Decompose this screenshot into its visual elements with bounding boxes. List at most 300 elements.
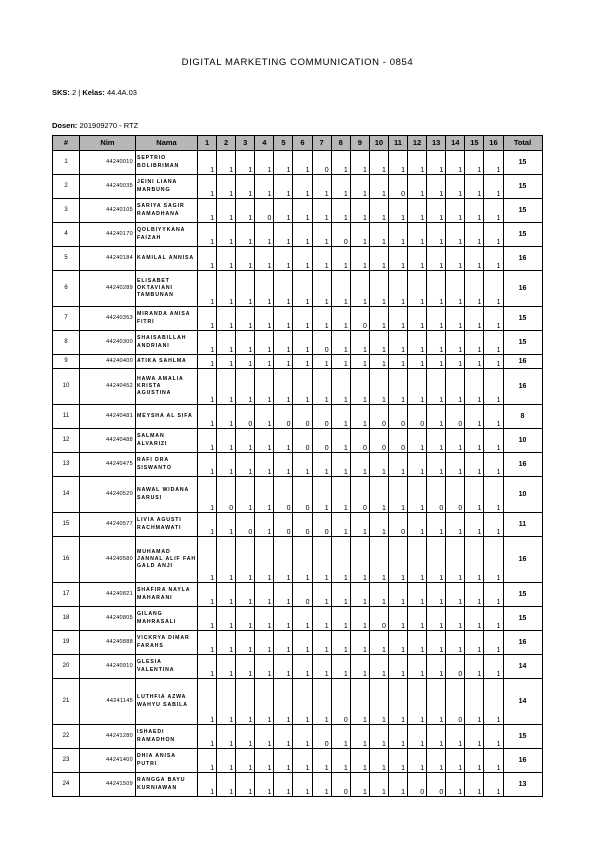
attendance-cell: 1 [465,583,484,607]
attendance-cell: 1 [236,773,255,797]
row-number: 12 [53,429,80,453]
attendance-cell: 1 [369,151,388,175]
attendance-cell: 1 [427,271,446,307]
attendance-cell: 1 [217,429,236,453]
attendance-cell: 1 [350,223,369,247]
attendance-cell: 1 [236,679,255,725]
attendance-cell: 1 [236,655,255,679]
attendance-cell: 0 [293,513,312,537]
attendance-cell: 1 [198,725,217,749]
attendance-cell: 1 [427,199,446,223]
page-title: DIGITAL MARKETING COMMUNICATION - 0854 [181,57,414,68]
attendance-cell: 1 [274,175,293,199]
attendance-cell: 1 [331,655,350,679]
attendance-cell: 1 [388,355,407,369]
attendance-cell: 1 [312,199,331,223]
attendance-cell: 1 [408,453,427,477]
attendance-cell: 1 [217,151,236,175]
table-row [53,271,543,307]
attendance-cell: 1 [388,679,407,725]
attendance-cell: 1 [236,369,255,405]
column-header: 9 [350,136,369,151]
attendance-cell: 1 [198,355,217,369]
attendance-cell: 0 [293,583,312,607]
attendance-cell: 1 [217,271,236,307]
attendance-cell: 1 [198,749,217,773]
attendance-cell: 1 [236,199,255,223]
attendance-cell: 1 [198,223,217,247]
table-row [53,247,543,271]
attendance-cell: 1 [427,223,446,247]
attendance-cell: 1 [236,247,255,271]
attendance-cell: 1 [427,247,446,271]
table-row [53,175,543,199]
attendance-cell: 1 [446,355,465,369]
attendance-cell: 1 [312,271,331,307]
nim-cell: 44240035 [80,175,136,199]
attendance-cell: 1 [369,513,388,537]
attendance-cell: 1 [369,331,388,355]
row-number: 18 [53,607,80,631]
attendance-cell: 1 [198,405,217,429]
attendance-cell: 1 [427,749,446,773]
attendance-cell: 1 [293,223,312,247]
attendance-cell: 1 [255,655,274,679]
name-cell: GLESIA VALENTINA [136,655,198,679]
attendance-cell: 0 [293,429,312,453]
attendance-cell: 1 [255,513,274,537]
table-row [53,151,543,175]
attendance-cell: 1 [255,453,274,477]
table-row [53,537,543,583]
attendance-cell: 1 [331,405,350,429]
attendance-cell: 1 [312,537,331,583]
name-cell: VICKRYA DIMAR FARAHS [136,631,198,655]
attendance-cell: 1 [484,583,503,607]
attendance-cell: 1 [255,537,274,583]
attendance-cell: 0 [388,513,407,537]
kelas-value: 44.4A.03 [106,88,137,97]
attendance-cell: 1 [446,271,465,307]
attendance-cell: 1 [484,271,503,307]
attendance-cell: 1 [274,271,293,307]
attendance-cell: 1 [312,247,331,271]
attendance-cell: 1 [369,583,388,607]
attendance-cell: 1 [255,247,274,271]
attendance-cell: 1 [236,307,255,331]
name-cell: GILANG MAHRASALI [136,607,198,631]
table-header-row [53,136,543,151]
attendance-cell: 1 [293,331,312,355]
attendance-cell: 1 [350,513,369,537]
attendance-cell: 0 [446,655,465,679]
total-cell: 16 [503,247,542,271]
attendance-cell: 1 [274,369,293,405]
attendance-cell: 1 [369,453,388,477]
attendance-cell: 0 [388,429,407,453]
attendance-cell: 1 [331,607,350,631]
total-cell: 16 [503,271,542,307]
attendance-cell: 1 [388,199,407,223]
attendance-cell: 0 [312,725,331,749]
column-header: 2 [217,136,236,151]
attendance-cell: 1 [312,307,331,331]
attendance-cell: 1 [408,199,427,223]
attendance-cell: 1 [293,175,312,199]
attendance-cell: 1 [198,583,217,607]
attendance-cell: 1 [198,271,217,307]
attendance-cell: 1 [408,247,427,271]
name-cell: LUTHFIA AZWA WAHYU SABILA [136,679,198,725]
attendance-cell: 1 [274,199,293,223]
attendance-cell: 1 [408,369,427,405]
attendance-cell: 1 [350,631,369,655]
attendance-cell: 1 [388,773,407,797]
attendance-cell: 1 [388,271,407,307]
attendance-cell: 1 [388,369,407,405]
attendance-cell: 1 [446,199,465,223]
name-cell: ISHAEDI RAMADHON [136,725,198,749]
attendance-cell: 1 [465,151,484,175]
row-number: 8 [53,331,80,355]
nim-cell: 44240300 [80,331,136,355]
attendance-cell: 1 [293,725,312,749]
attendance-cell: 1 [255,405,274,429]
row-number: 16 [53,537,80,583]
attendance-cell: 1 [408,607,427,631]
attendance-cell: 0 [350,477,369,513]
row-number: 6 [53,271,80,307]
attendance-cell: 1 [331,369,350,405]
row-number: 1 [53,151,80,175]
attendance-cell: 1 [312,655,331,679]
column-header: 8 [331,136,350,151]
attendance-cell: 1 [217,679,236,725]
attendance-cell: 1 [465,175,484,199]
attendance-cell: 1 [369,773,388,797]
attendance-cell: 1 [427,405,446,429]
row-number: 13 [53,453,80,477]
nim-cell: 44240353 [80,307,136,331]
attendance-cell: 1 [388,331,407,355]
attendance-cell: 1 [198,175,217,199]
attendance-cell: 1 [446,607,465,631]
column-header: 6 [293,136,312,151]
attendance-cell: 1 [408,583,427,607]
attendance-cell: 0 [312,405,331,429]
attendance-cell: 1 [465,331,484,355]
attendance-cell: 1 [350,355,369,369]
attendance-cell: 1 [369,271,388,307]
lecturer-info [52,121,138,130]
attendance-cell: 1 [331,175,350,199]
attendance-cell: 0 [388,175,407,199]
attendance-cell: 1 [427,725,446,749]
attendance-cell: 1 [331,513,350,537]
column-header: Total [503,136,542,151]
attendance-cell: 1 [350,247,369,271]
attendance-cell: 1 [350,453,369,477]
attendance-cell: 0 [331,773,350,797]
attendance-cell: 1 [198,331,217,355]
attendance-cell: 1 [446,369,465,405]
attendance-cell: 1 [446,247,465,271]
attendance-cell: 1 [427,453,446,477]
attendance-cell: 1 [408,331,427,355]
name-cell: RAFI DRA SISWANTO [136,453,198,477]
attendance-cell: 1 [388,655,407,679]
attendance-cell: 1 [217,331,236,355]
attendance-cell: 1 [217,175,236,199]
attendance-cell: 1 [274,331,293,355]
attendance-cell: 1 [369,247,388,271]
total-cell: 16 [503,369,542,405]
row-number: 15 [53,513,80,537]
row-number: 20 [53,655,80,679]
attendance-cell: 1 [465,355,484,369]
attendance-cell: 1 [312,175,331,199]
attendance-cell: 1 [369,369,388,405]
attendance-cell: 1 [312,223,331,247]
total-cell: 8 [503,405,542,429]
row-number: 24 [53,773,80,797]
name-cell: SARIYA SAGIR RAMADHANA [136,199,198,223]
row-number: 21 [53,679,80,725]
attendance-cell: 0 [408,405,427,429]
nim-cell: 44241280 [80,725,136,749]
attendance-cell: 1 [465,405,484,429]
total-cell: 13 [503,773,542,797]
attendance-cell: 1 [350,537,369,583]
attendance-cell: 1 [198,607,217,631]
total-cell: 16 [503,453,542,477]
attendance-cell: 1 [350,773,369,797]
attendance-cell: 1 [427,513,446,537]
name-cell: ATIKA SAHLMA [136,355,198,369]
attendance-cell: 1 [293,151,312,175]
attendance-cell: 1 [312,679,331,725]
attendance-cell: 1 [293,631,312,655]
attendance-cell: 1 [408,537,427,583]
attendance-cell: 1 [198,247,217,271]
attendance-cell: 1 [274,631,293,655]
name-cell: SEPTRIO BOLIBRIMAN [136,151,198,175]
attendance-cell: 0 [274,477,293,513]
attendance-cell: 1 [255,725,274,749]
attendance-cell: 1 [465,429,484,453]
attendance-cell: 1 [236,583,255,607]
table-row [53,513,543,537]
column-header: 7 [312,136,331,151]
attendance-cell: 1 [255,223,274,247]
attendance-cell: 1 [293,655,312,679]
attendance-cell: 1 [446,749,465,773]
attendance-cell: 1 [427,331,446,355]
attendance-cell: 1 [312,453,331,477]
name-cell: HAWA AMALIA KRISTA AGUSTINA [136,369,198,405]
nim-cell: 44240488 [80,429,136,453]
name-cell: KAMILAL ANNISA [136,247,198,271]
attendance-cell: 1 [484,331,503,355]
attendance-cell: 1 [293,307,312,331]
attendance-cell: 1 [274,583,293,607]
attendance-cell: 1 [217,223,236,247]
attendance-cell: 1 [369,477,388,513]
attendance-cell: 1 [255,679,274,725]
attendance-cell: 1 [274,223,293,247]
attendance-cell: 1 [293,749,312,773]
attendance-cell: 1 [408,223,427,247]
attendance-cell: 1 [369,307,388,331]
nim-cell: 44240580 [80,537,136,583]
attendance-cell: 0 [446,477,465,513]
attendance-cell: 1 [236,429,255,453]
attendance-cell: 1 [427,679,446,725]
attendance-cell: 1 [350,679,369,725]
attendance-cell: 1 [369,537,388,583]
attendance-cell: 1 [446,773,465,797]
attendance-cell: 0 [312,429,331,453]
attendance-cell: 1 [465,679,484,725]
row-number: 17 [53,583,80,607]
row-number: 23 [53,749,80,773]
total-cell: 16 [503,537,542,583]
attendance-cell: 1 [484,307,503,331]
attendance-cell: 1 [293,369,312,405]
attendance-cell: 1 [217,607,236,631]
attendance-cell: 1 [350,369,369,405]
total-cell: 15 [503,223,542,247]
table-row [53,773,543,797]
total-cell: 14 [503,655,542,679]
attendance-cell: 1 [388,151,407,175]
attendance-cell: 1 [484,537,503,583]
column-header: 1 [198,136,217,151]
attendance-cell: 1 [465,199,484,223]
attendance-cell: 1 [427,537,446,583]
attendance-cell: 0 [293,405,312,429]
attendance-cell: 1 [408,749,427,773]
attendance-cell: 1 [369,749,388,773]
column-header: 11 [388,136,407,151]
name-cell: RANGGA BAYU KURNIAWAN [136,773,198,797]
attendance-cell: 1 [255,773,274,797]
attendance-cell: 1 [198,369,217,405]
nim-cell: 44240577 [80,513,136,537]
attendance-cell: 1 [217,405,236,429]
attendance-cell: 1 [293,537,312,583]
attendance-cell: 1 [446,331,465,355]
attendance-cell: 1 [465,223,484,247]
row-number: 5 [53,247,80,271]
attendance-cell: 1 [236,453,255,477]
name-cell: NAWAL WIDANA SARUSI [136,477,198,513]
attendance-cell: 1 [484,749,503,773]
attendance-cell: 1 [217,513,236,537]
attendance-cell: 1 [255,477,274,513]
attendance-cell: 1 [217,247,236,271]
attendance-cell: 1 [312,773,331,797]
attendance-cell: 1 [274,307,293,331]
attendance-cell: 1 [465,537,484,583]
attendance-cell: 1 [465,369,484,405]
attendance-cell: 1 [236,223,255,247]
total-cell: 15 [503,607,542,631]
attendance-cell: 1 [369,355,388,369]
attendance-cell: 1 [331,271,350,307]
attendance-cell: 1 [465,247,484,271]
class-info [52,88,137,97]
attendance-cell: 1 [217,355,236,369]
attendance-cell: 1 [350,583,369,607]
sks-value: 2 [72,88,77,97]
table-row [53,199,543,223]
attendance-cell: 1 [350,725,369,749]
row-number: 7 [53,307,80,331]
table-row [53,355,543,369]
attendance-cell: 1 [388,725,407,749]
kelas-label: Kelas: [82,88,105,97]
attendance-cell: 1 [293,773,312,797]
table-row [53,405,543,429]
attendance-cell: 1 [484,453,503,477]
attendance-cell: 1 [236,537,255,583]
nim-cell: 44241400 [80,749,136,773]
attendance-cell: 1 [427,151,446,175]
attendance-cell: 1 [465,773,484,797]
column-header: 14 [446,136,465,151]
attendance-cell: 1 [484,773,503,797]
attendance-cell: 1 [446,583,465,607]
table-body [53,151,543,797]
column-header: 13 [427,136,446,151]
attendance-cell: 1 [408,271,427,307]
attendance-cell: 1 [408,429,427,453]
attendance-cell: 1 [274,453,293,477]
attendance-cell: 1 [388,453,407,477]
attendance-cell: 1 [198,453,217,477]
attendance-cell: 1 [350,331,369,355]
attendance-cell: 1 [331,247,350,271]
attendance-cell: 1 [484,355,503,369]
attendance-cell: 1 [408,355,427,369]
attendance-cell: 1 [388,307,407,331]
attendance-cell: 1 [255,151,274,175]
nim-cell: 44240010 [80,151,136,175]
attendance-cell: 1 [484,223,503,247]
attendance-cell: 1 [236,271,255,307]
attendance-cell: 1 [274,355,293,369]
nim-cell: 44240888 [80,631,136,655]
table-row [53,307,543,331]
attendance-cell: 1 [274,537,293,583]
attendance-cell: 1 [369,655,388,679]
attendance-cell: 1 [446,307,465,331]
attendance-cell: 0 [388,405,407,429]
attendance-cell: 1 [255,583,274,607]
column-header: 15 [465,136,484,151]
name-cell: MEYSHA AL SIFA [136,405,198,429]
attendance-cell: 1 [408,477,427,513]
attendance-cell: 1 [198,199,217,223]
attendance-cell: 1 [255,175,274,199]
attendance-cell: 1 [331,477,350,513]
attendance-cell: 1 [236,631,255,655]
attendance-cell: 0 [350,307,369,331]
total-cell: 15 [503,725,542,749]
attendance-cell: 1 [236,355,255,369]
attendance-cell: 1 [255,429,274,453]
